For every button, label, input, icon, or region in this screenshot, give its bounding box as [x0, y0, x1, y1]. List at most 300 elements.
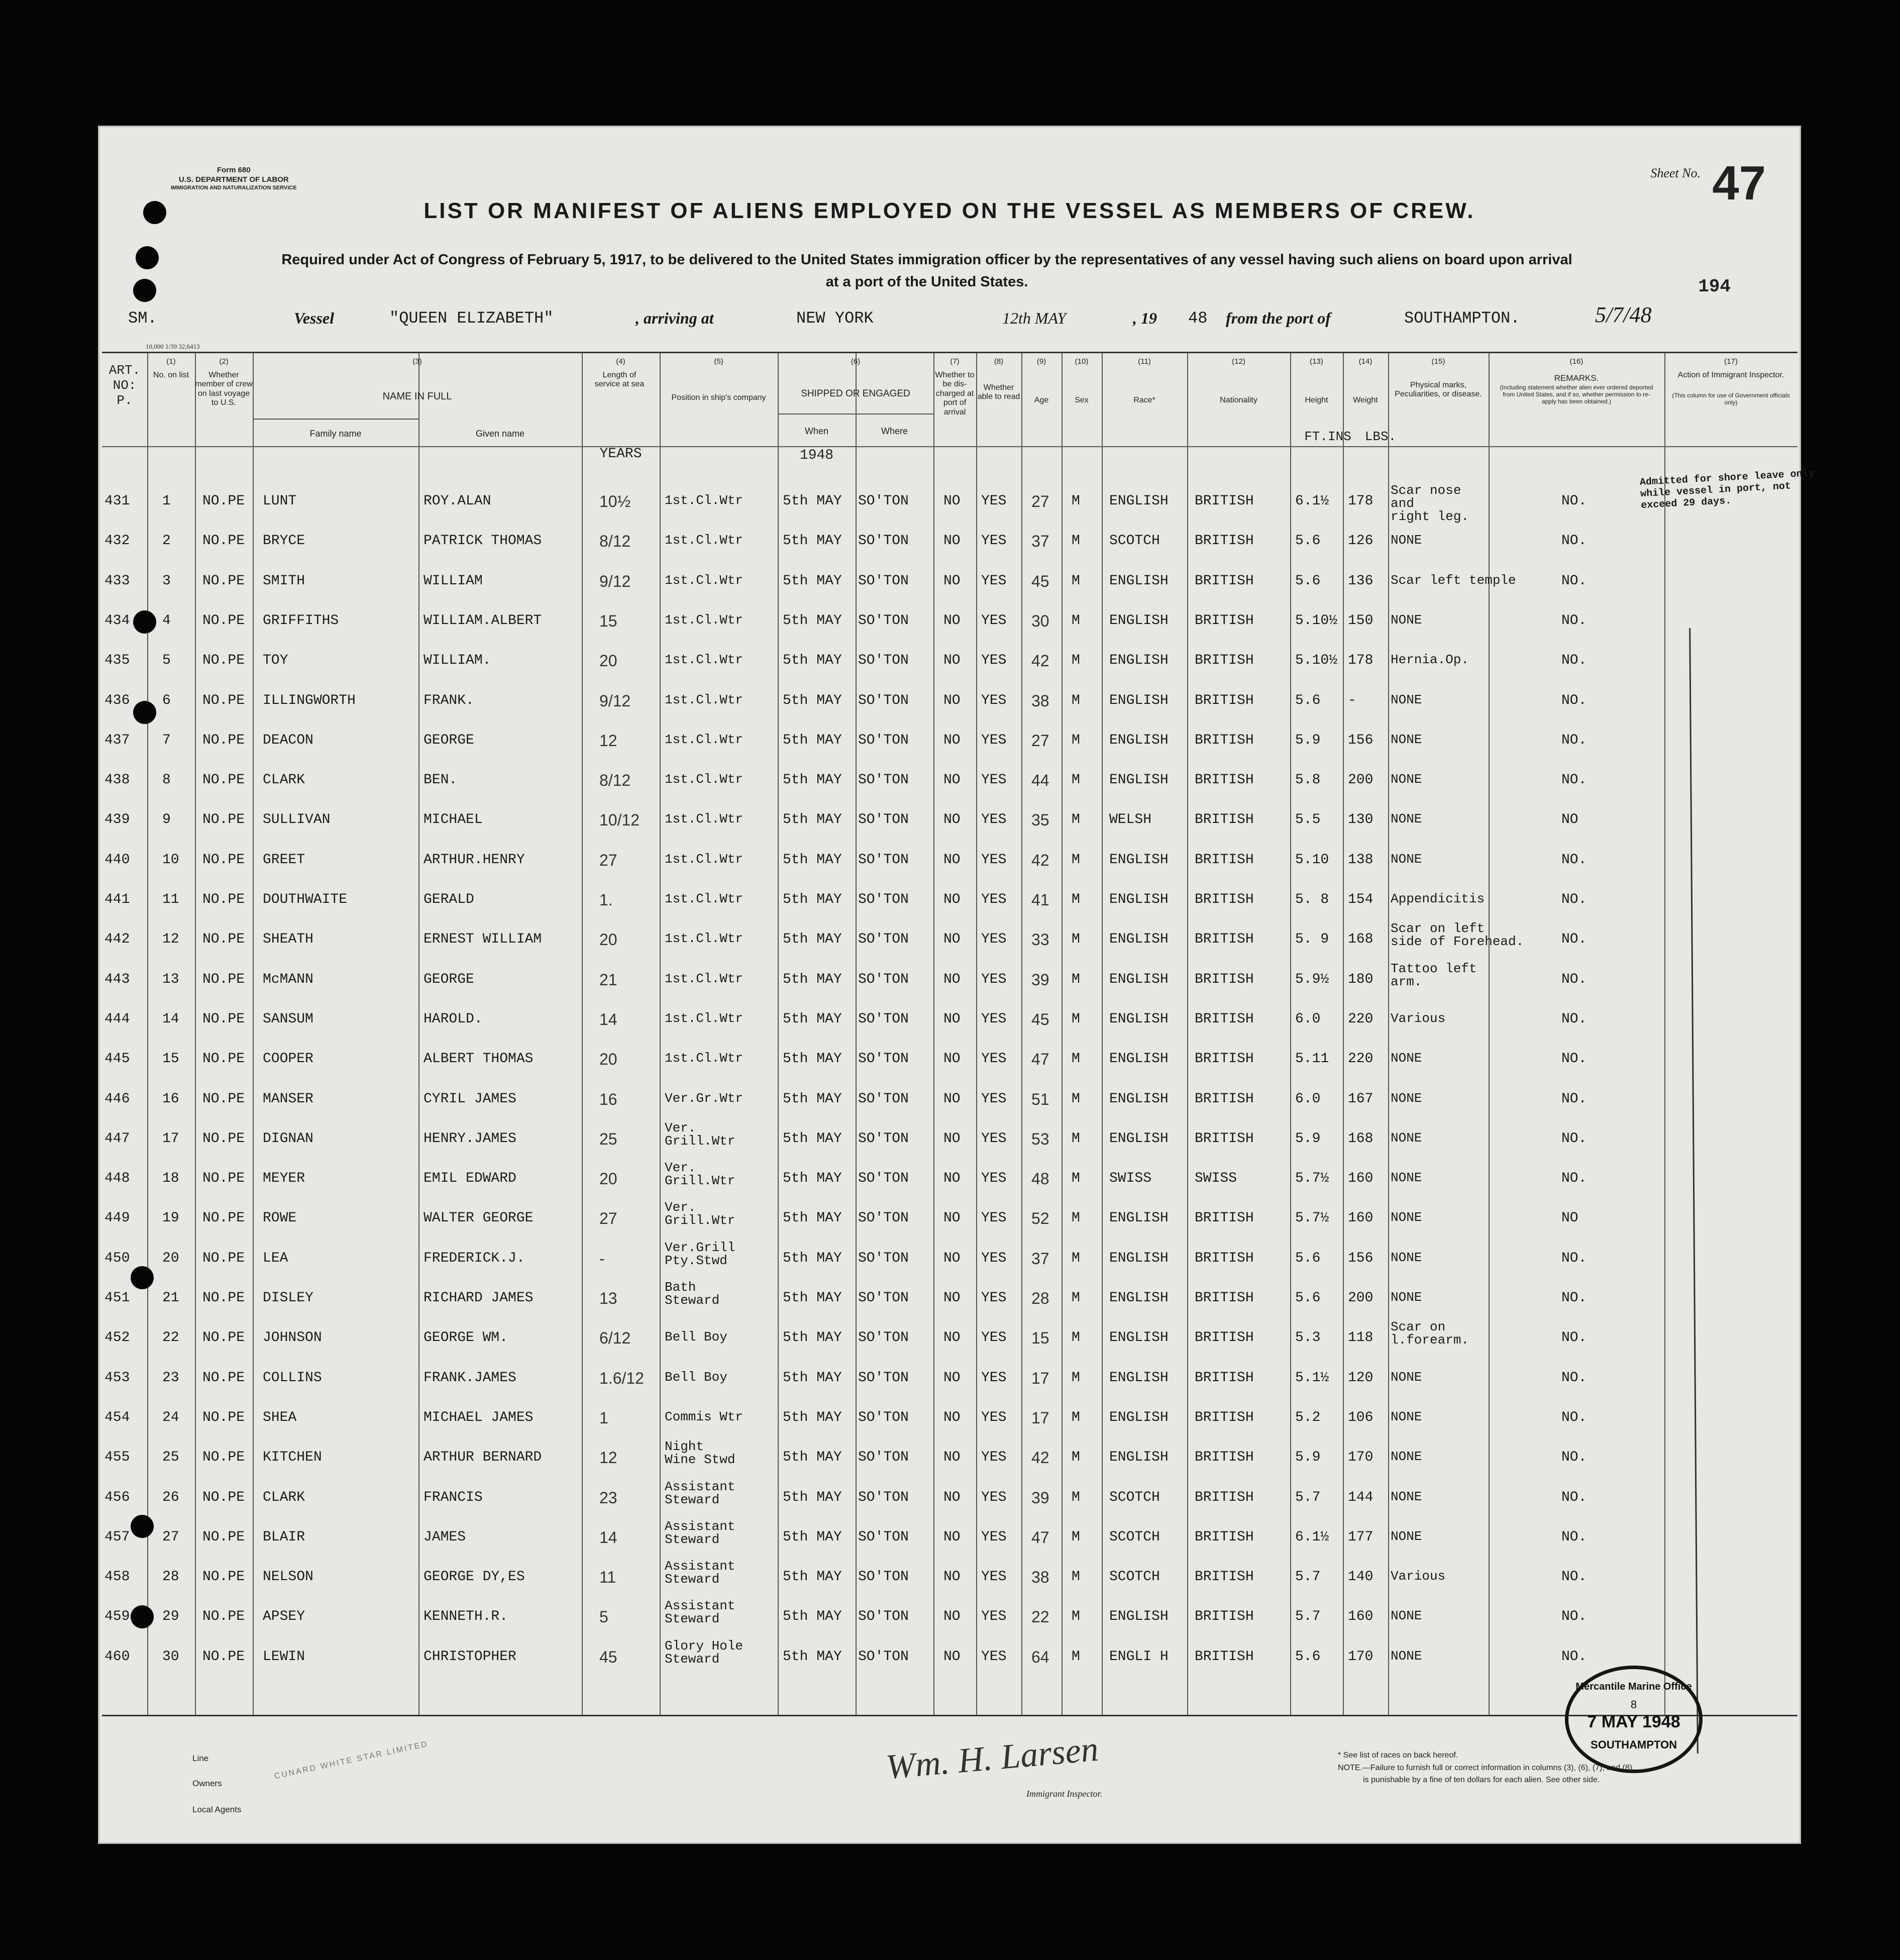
cell-remarks: NO.	[1561, 1251, 1587, 1266]
cell-length-of-service: 20	[599, 1050, 617, 1068]
col-race: Race*	[1133, 396, 1155, 404]
col-15-num: (15)	[1431, 357, 1445, 366]
stamp-place: SOUTHAMPTON	[1591, 1738, 1677, 1751]
cell-physical-marks: NONE	[1391, 612, 1422, 628]
col-length-of-service: Length of service at sea	[594, 371, 645, 389]
cell-discharged: NO	[943, 1490, 961, 1505]
table-row	[102, 1519, 1798, 1564]
cell-family-name: TOY	[263, 653, 288, 668]
cell-given-name: WILLIAM.ALBERT	[424, 613, 542, 629]
cell-weight: 160	[1348, 1171, 1374, 1186]
cell-length-of-service: 1.	[599, 891, 613, 909]
cell-remarks: NO.	[1561, 1609, 1587, 1624]
cell-able-to-read: YES	[981, 1410, 1007, 1425]
cell-family-name: MANSER	[263, 1091, 313, 1107]
cell-able-to-read: YES	[981, 653, 1007, 668]
cell-age: 30	[1031, 612, 1049, 630]
cell-given-name: HENRY.JAMES	[424, 1131, 516, 1147]
cell-position: 1st.Cl.Wtr	[665, 931, 744, 946]
cell-position: 1st.Cl.Wtr	[665, 811, 744, 827]
cell-physical-marks: Hernia.Op.	[1391, 652, 1469, 667]
cell-able-to-read: YES	[981, 1011, 1007, 1027]
cell-height: 5.9	[1295, 733, 1321, 748]
document-title: LIST OR MANIFEST OF ALIENS EMPLOYED ON THE VESSEL AS MEMBERS OF CREW.	[424, 198, 1475, 223]
cell-remarks: NO.	[1561, 693, 1587, 708]
cell-list-number: 3	[162, 573, 171, 589]
cell-weight: 140	[1348, 1569, 1374, 1585]
cell-able-to-read: YES	[981, 892, 1007, 907]
cell-art-no: 444	[104, 1011, 130, 1027]
cell-position: 1st.Cl.Wtr	[665, 1051, 744, 1066]
sheet-label: Sheet No.	[1650, 166, 1701, 180]
col-14-num: (14)	[1358, 357, 1373, 366]
cell-remarks: NO.	[1561, 613, 1587, 629]
cell-age: 45	[1031, 572, 1049, 590]
cell-height: 5.6	[1295, 573, 1321, 589]
cell-crew-last-voyage: NO.PE	[202, 1210, 245, 1226]
cell-art-no: 459	[104, 1609, 130, 1624]
cell-crew-last-voyage: NO.PE	[202, 1171, 245, 1186]
cell-list-number: 27	[162, 1529, 179, 1545]
inspector-signature: Wm. H. Larsen	[884, 1729, 1100, 1787]
cell-nationality: BRITISH	[1195, 1370, 1254, 1386]
cell-length-of-service: 16	[599, 1090, 617, 1108]
cell-weight: 156	[1348, 1251, 1374, 1266]
cell-shipped-where: SO'TON	[858, 733, 909, 748]
cell-list-number: 2	[162, 533, 171, 549]
cell-shipped-when: 5th MAY	[783, 932, 842, 947]
cell-length-of-service: -	[599, 1250, 605, 1268]
cell-shipped-where: SO'TON	[858, 1450, 909, 1465]
cell-nationality: BRITISH	[1195, 1051, 1254, 1067]
inspector-rubber-stamp: Admitted for shore leave only while vessel in port, not exceed 29 days.	[1639, 467, 1815, 512]
footnote-penalty-1: NOTE.—Failure to furnish full or correct information in columns (3), (6), (7), and (8),	[1338, 1764, 1635, 1772]
cell-list-number: 16	[162, 1091, 179, 1107]
cell-length-of-service: 25	[599, 1130, 617, 1148]
cell-given-name: GEORGE	[424, 733, 474, 748]
cell-physical-marks: NONE	[1391, 1091, 1422, 1106]
form-identifier	[171, 166, 297, 191]
cell-position: 1st.Cl.Wtr	[665, 772, 744, 787]
cell-age: 42	[1031, 652, 1049, 670]
cell-given-name: FRANK.	[424, 693, 474, 708]
document-number: 194	[1698, 276, 1731, 297]
cell-able-to-read: YES	[981, 693, 1007, 708]
arriving-date: 12th MAY	[1002, 309, 1067, 327]
table-row	[102, 1366, 1798, 1405]
inspector-label: Immigrant Inspector.	[1026, 1789, 1102, 1799]
stamp-office: Mercantile Marine Office	[1575, 1681, 1692, 1692]
cell-discharged: NO	[943, 1330, 961, 1346]
cell-sex: M	[1072, 852, 1080, 868]
table-row	[102, 1559, 1798, 1604]
col-5-num: (5)	[714, 357, 723, 366]
cell-height: 5.3	[1295, 1330, 1321, 1346]
cell-race: ENGLISH	[1109, 1609, 1169, 1624]
col-years-unit: YEARS	[599, 446, 642, 462]
cell-crew-last-voyage: NO.PE	[202, 1011, 245, 1027]
cell-race: ENGLISH	[1109, 613, 1169, 629]
table-row	[102, 1638, 1798, 1684]
cell-sex: M	[1072, 1370, 1080, 1386]
cell-race: ENGLISH	[1109, 1410, 1169, 1425]
cell-physical-marks: Scar on left side of Forehead.	[1391, 921, 1524, 949]
cell-discharged: NO	[943, 613, 961, 629]
cell-sex: M	[1072, 573, 1080, 589]
cell-physical-marks: NONE	[1391, 1210, 1422, 1225]
cell-weight: 170	[1348, 1450, 1374, 1465]
cell-position: Bell Boy	[665, 1370, 727, 1385]
cell-length-of-service: 12	[599, 1449, 617, 1467]
cell-physical-marks: NONE	[1391, 1529, 1422, 1544]
cell-sex: M	[1072, 1290, 1080, 1306]
cell-remarks: NO	[1561, 1210, 1578, 1226]
cell-weight: 160	[1348, 1609, 1374, 1624]
table-row	[102, 1319, 1798, 1365]
cell-age: 42	[1031, 1449, 1049, 1467]
cell-remarks: NO.	[1561, 1171, 1587, 1186]
cell-length-of-service: 20	[599, 931, 617, 949]
cell-sex: M	[1072, 493, 1080, 509]
cell-given-name: ARTHUR.HENRY	[424, 852, 525, 868]
cell-art-no: 447	[104, 1131, 130, 1147]
col-art-no: ART. NO: P.	[109, 363, 141, 408]
cell-length-of-service: 10/12	[599, 811, 640, 829]
cell-family-name: BLAIR	[263, 1529, 305, 1545]
cell-shipped-when: 5th MAY	[783, 812, 842, 828]
cell-list-number: 30	[162, 1649, 179, 1665]
cell-shipped-when: 5th MAY	[783, 1410, 842, 1425]
mercantile-marine-office-stamp	[1565, 1666, 1703, 1773]
cell-age: 15	[1031, 1329, 1049, 1347]
col-nationality: Nationality	[1220, 396, 1257, 404]
cell-art-no: 432	[104, 533, 130, 549]
cell-list-number: 4	[162, 613, 171, 629]
cell-family-name: JOHNSON	[263, 1330, 322, 1346]
cell-age: 42	[1031, 851, 1049, 869]
cell-discharged: NO	[943, 1171, 961, 1186]
cell-able-to-read: YES	[981, 1210, 1007, 1226]
cell-given-name: MICHAEL	[424, 812, 483, 828]
binder-hole	[136, 246, 159, 269]
cell-able-to-read: YES	[981, 1290, 1007, 1306]
cell-shipped-where: SO'TON	[858, 772, 909, 788]
cell-list-number: 1	[162, 493, 171, 509]
cell-shipped-where: SO'TON	[858, 1569, 909, 1585]
col-when: When	[804, 426, 829, 436]
cell-shipped-when: 5th MAY	[783, 1171, 842, 1186]
cell-able-to-read: YES	[981, 1529, 1007, 1545]
cell-sex: M	[1072, 1450, 1080, 1465]
cell-age: 64	[1031, 1648, 1049, 1666]
cell-given-name: CHRISTOPHER	[424, 1649, 516, 1665]
cell-position: 1st.Cl.Wtr	[665, 533, 744, 548]
cell-age: 27	[1031, 492, 1049, 510]
footnote-penalty-2: is punishable by a fine of ten dollars for each alien. See other side.	[1363, 1776, 1600, 1784]
cell-discharged: NO	[943, 573, 961, 589]
cell-height: 5.10	[1295, 852, 1329, 868]
cell-discharged: NO	[943, 1131, 961, 1147]
cell-remarks: NO	[1561, 812, 1578, 828]
cell-shipped-where: SO'TON	[858, 812, 909, 828]
cell-race: ENGLISH	[1109, 653, 1169, 668]
cell-family-name: SULLIVAN	[263, 812, 331, 828]
cell-shipped-when: 5th MAY	[783, 1450, 842, 1465]
cell-age: 39	[1031, 971, 1049, 989]
cell-family-name: NELSON	[263, 1569, 313, 1585]
table-row	[102, 1280, 1798, 1325]
col-age: Age	[1034, 396, 1049, 404]
cell-able-to-read: YES	[981, 1251, 1007, 1266]
cell-position: 1st.Cl.Wtr	[665, 732, 744, 747]
cell-nationality: BRITISH	[1195, 892, 1254, 907]
cell-list-number: 8	[162, 772, 171, 788]
cell-position: Night Wine Stwd	[665, 1439, 735, 1467]
cell-nationality: BRITISH	[1195, 1251, 1254, 1266]
table-row	[102, 1007, 1798, 1046]
cell-remarks: NO.	[1561, 772, 1587, 788]
cell-art-no: 434	[104, 613, 130, 629]
cell-art-no: 442	[104, 932, 130, 947]
cell-length-of-service: 23	[599, 1489, 617, 1507]
cell-shipped-when: 5th MAY	[783, 1370, 842, 1386]
cell-physical-marks: Various	[1391, 1569, 1446, 1584]
cell-physical-marks: NONE	[1391, 1170, 1422, 1185]
cell-crew-last-voyage: NO.PE	[202, 1649, 245, 1665]
cell-crew-last-voyage: NO.PE	[202, 1330, 245, 1346]
cell-physical-marks: NONE	[1391, 852, 1422, 867]
cell-art-no: 439	[104, 812, 130, 828]
cell-nationality: BRITISH	[1195, 1410, 1254, 1425]
cell-nationality: BRITISH	[1195, 1011, 1254, 1027]
cell-shipped-where: SO'TON	[858, 1529, 909, 1545]
cell-age: 48	[1031, 1170, 1049, 1188]
cell-list-number: 18	[162, 1171, 179, 1186]
cell-discharged: NO	[943, 1609, 961, 1624]
cell-given-name: WILLIAM.	[424, 653, 491, 668]
cell-length-of-service: 13	[599, 1289, 617, 1307]
table-row	[102, 961, 1798, 1006]
cell-race: ENGLISH	[1109, 1450, 1169, 1465]
cell-remarks: NO.	[1561, 1649, 1587, 1665]
cell-height: 5.1½	[1295, 1370, 1329, 1386]
cell-sex: M	[1072, 972, 1080, 987]
cell-weight: 167	[1348, 1091, 1374, 1107]
cell-length-of-service: 5	[599, 1608, 608, 1626]
arriving-label: , arriving at	[636, 309, 714, 327]
binder-hole	[133, 610, 156, 634]
table-row	[102, 529, 1798, 568]
cell-list-number: 7	[162, 733, 171, 748]
cell-weight: 118	[1348, 1330, 1374, 1346]
cell-given-name: GEORGE DY,ES	[424, 1569, 525, 1585]
cell-given-name: FRANK.JAMES	[424, 1370, 516, 1386]
owners-stamp: CUNARD WHITE STAR LIMITED	[273, 1739, 430, 1781]
col-year: 1948	[799, 448, 834, 463]
cell-sex: M	[1072, 1529, 1080, 1545]
cell-crew-last-voyage: NO.PE	[202, 1609, 245, 1624]
cell-given-name: BEN.	[424, 772, 458, 788]
cell-discharged: NO	[943, 812, 961, 828]
cell-family-name: COOPER	[263, 1051, 313, 1067]
cell-given-name: KENNETH.R.	[424, 1609, 508, 1624]
cell-shipped-where: SO'TON	[858, 613, 909, 629]
cell-weight: 178	[1348, 493, 1374, 509]
cell-family-name: McMANN	[263, 972, 313, 987]
form-number: Form 680	[217, 166, 251, 174]
cell-nationality: BRITISH	[1195, 1210, 1254, 1226]
cell-family-name: DIGNAN	[263, 1131, 313, 1147]
col-weight: Weight	[1353, 396, 1378, 404]
cell-able-to-read: YES	[981, 812, 1007, 828]
col-remarks-note: (Including statement whether alien ever ordered deported from United States, and if so, whether permission to re-apply has been obtained.)	[1500, 384, 1653, 405]
cell-given-name: HAROLD.	[424, 1011, 483, 1027]
cell-shipped-where: SO'TON	[858, 972, 909, 987]
cell-discharged: NO	[943, 1051, 961, 1067]
cell-nationality: BRITISH	[1195, 1490, 1254, 1505]
cell-able-to-read: YES	[981, 1609, 1007, 1624]
cell-remarks: NO.	[1561, 1290, 1587, 1306]
cell-family-name: CLARK	[263, 772, 305, 788]
cell-position: Commis Wtr	[665, 1409, 744, 1424]
cell-crew-last-voyage: NO.PE	[202, 533, 245, 549]
cell-given-name: JAMES	[424, 1529, 466, 1545]
cell-able-to-read: YES	[981, 1649, 1007, 1665]
table-row	[102, 1120, 1798, 1166]
cell-list-number: 11	[162, 892, 179, 907]
cell-age: 41	[1031, 891, 1049, 909]
from-label: from the port of	[1226, 309, 1331, 327]
cell-crew-last-voyage: NO.PE	[202, 493, 245, 509]
cell-shipped-when: 5th MAY	[783, 1609, 842, 1624]
cell-family-name: SMITH	[263, 573, 305, 589]
cell-weight: 150	[1348, 613, 1374, 629]
cell-able-to-read: YES	[981, 1569, 1007, 1585]
table-row	[102, 887, 1798, 926]
cell-height: 5.7½	[1295, 1210, 1329, 1226]
cell-position: 1st.Cl.Wtr	[665, 493, 744, 508]
cell-weight: 106	[1348, 1410, 1374, 1425]
cell-weight: 160	[1348, 1210, 1374, 1226]
cell-discharged: NO	[943, 693, 961, 708]
cell-sex: M	[1072, 1210, 1080, 1226]
cell-age: 39	[1031, 1489, 1049, 1507]
cell-crew-last-voyage: NO.PE	[202, 1370, 245, 1386]
cell-crew-last-voyage: NO.PE	[202, 1529, 245, 1545]
vessel-label: Vessel	[294, 309, 334, 327]
manifest-sheet	[98, 126, 1815, 1844]
cell-given-name: FRANCIS	[424, 1490, 483, 1505]
cell-list-number: 5	[162, 653, 171, 668]
cell-length-of-service: 27	[599, 851, 617, 869]
cell-weight: 120	[1348, 1370, 1374, 1386]
cell-sex: M	[1072, 693, 1080, 708]
cell-nationality: BRITISH	[1195, 1529, 1254, 1545]
cell-race: ENGLISH	[1109, 892, 1169, 907]
cell-shipped-when: 5th MAY	[783, 972, 842, 987]
cell-art-no: 452	[104, 1330, 130, 1346]
cell-nationality: BRITISH	[1195, 1330, 1254, 1346]
cell-height: 5.6	[1295, 533, 1321, 549]
cell-physical-marks: NONE	[1391, 1449, 1422, 1464]
from-port: SOUTHAMPTON.	[1404, 309, 1520, 328]
cell-race: ENGLISH	[1109, 573, 1169, 589]
cell-nationality: BRITISH	[1195, 972, 1254, 987]
cell-length-of-service: 8/12	[599, 532, 631, 550]
cell-list-number: 25	[162, 1450, 179, 1465]
cell-race: ENGLISH	[1109, 932, 1169, 947]
cell-family-name: LEWIN	[263, 1649, 305, 1665]
col-17-num: (17)	[1724, 357, 1738, 366]
cell-discharged: NO	[943, 733, 961, 748]
cell-age: 53	[1031, 1130, 1049, 1148]
cell-given-name: PATRICK THOMAS	[424, 533, 542, 549]
cell-height: 5.6	[1295, 1649, 1321, 1665]
cell-race: SWISS	[1109, 1171, 1152, 1186]
cell-able-to-read: YES	[981, 1131, 1007, 1147]
cell-list-number: 21	[162, 1290, 179, 1306]
col-inspector-note: (This column for use of Government officials only)	[1672, 392, 1790, 406]
cell-physical-marks: NONE	[1391, 732, 1422, 747]
table-row	[102, 1200, 1798, 1245]
cell-discharged: NO	[943, 892, 961, 907]
cell-list-number: 19	[162, 1210, 179, 1226]
col-8-num: (8)	[994, 357, 1004, 366]
cell-race: SCOTCH	[1109, 1490, 1160, 1505]
cell-race: ENGLISH	[1109, 1051, 1169, 1067]
cell-remarks: NO.	[1561, 1131, 1587, 1147]
cell-race: ENGLISH	[1109, 1131, 1169, 1147]
manifest-footer	[102, 1713, 1798, 1841]
cell-discharged: NO	[943, 932, 961, 947]
cell-physical-marks: NONE	[1391, 1370, 1422, 1385]
cell-length-of-service: 21	[599, 971, 617, 989]
cell-able-to-read: YES	[981, 932, 1007, 947]
cell-physical-marks: Appendicitis	[1391, 891, 1485, 906]
cell-shipped-when: 5th MAY	[783, 653, 842, 668]
col-13-num: (13)	[1310, 357, 1323, 366]
footnote-races: * See list of races on back hereof.	[1338, 1751, 1458, 1760]
cell-list-number: 13	[162, 972, 179, 987]
vessel-info	[128, 302, 1776, 334]
cell-age: 38	[1031, 1568, 1049, 1586]
cell-length-of-service: 6/12	[599, 1329, 631, 1347]
cell-age: 35	[1031, 811, 1049, 829]
cell-family-name: LEA	[263, 1251, 288, 1266]
cell-physical-marks: NONE	[1391, 692, 1422, 707]
cell-art-no: 446	[104, 1091, 130, 1107]
cell-physical-marks: Various	[1391, 1011, 1446, 1026]
cell-art-no: 445	[104, 1051, 130, 1067]
cell-shipped-when: 5th MAY	[783, 1649, 842, 1665]
cell-remarks: NO.	[1561, 1529, 1587, 1545]
cell-position: Glory Hole Steward	[665, 1638, 744, 1667]
cell-art-no: 448	[104, 1171, 130, 1186]
cell-physical-marks: NONE	[1391, 533, 1422, 548]
cell-length-of-service: 14	[599, 1010, 617, 1028]
cell-sex: M	[1072, 772, 1080, 788]
col-10-num: (10)	[1075, 357, 1089, 366]
cell-list-number: 22	[162, 1330, 179, 1346]
cell-family-name: LUNT	[263, 493, 297, 509]
cell-weight: -	[1348, 693, 1356, 708]
cell-able-to-read: YES	[981, 733, 1007, 748]
cell-art-no: 456	[104, 1490, 130, 1505]
cell-nationality: BRITISH	[1195, 653, 1254, 668]
table-row	[102, 921, 1798, 966]
cell-length-of-service: 15	[599, 612, 617, 630]
cell-discharged: NO	[943, 1569, 961, 1585]
